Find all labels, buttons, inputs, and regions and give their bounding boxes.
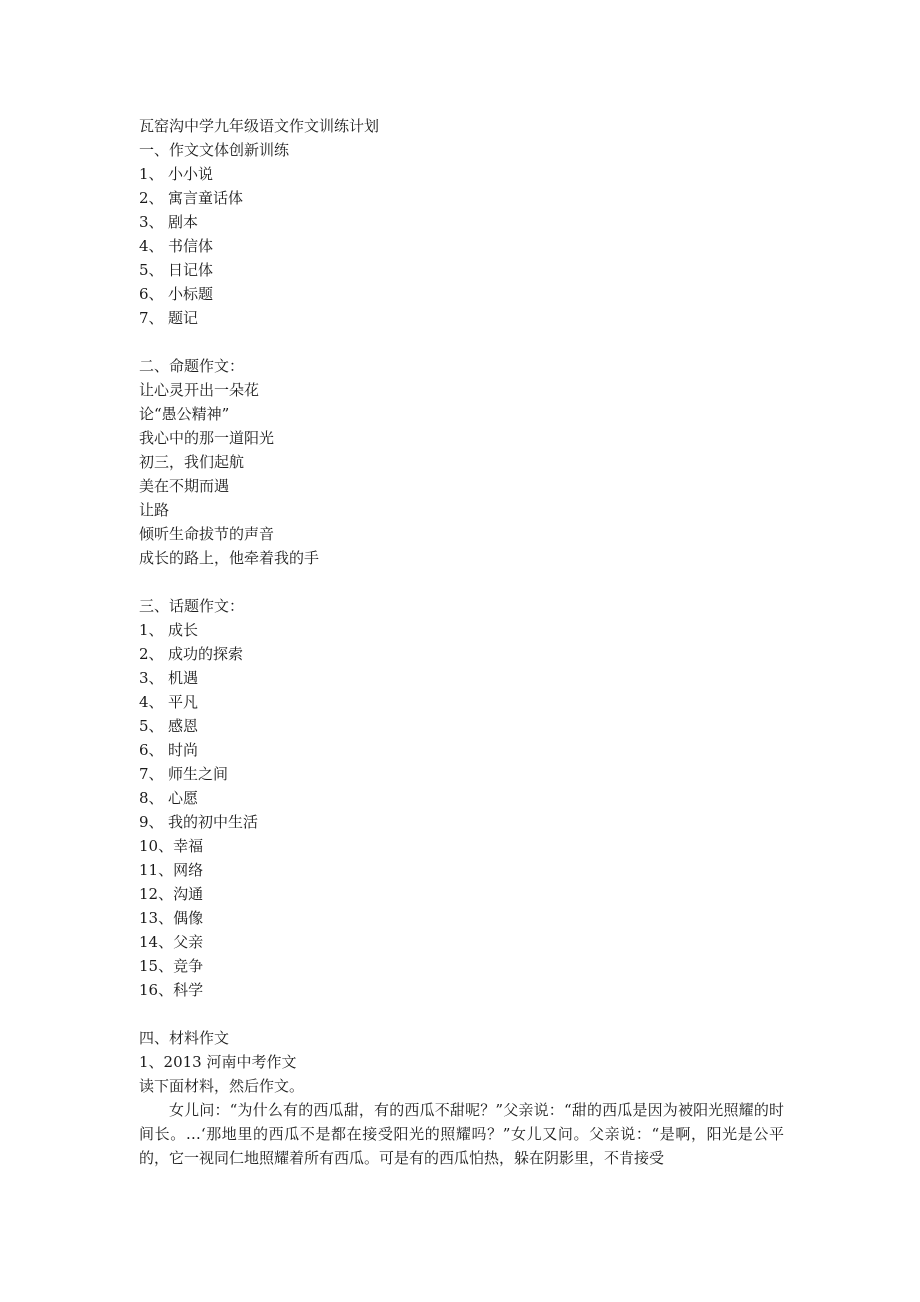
list-item: 1、 成长 (139, 621, 199, 639)
section-1-heading: 一、作文文体创新训练 (139, 141, 290, 159)
list-item: 11、网络 (139, 861, 204, 879)
list-item: 16、科学 (139, 981, 204, 999)
list-item: 13、偶像 (139, 909, 204, 927)
section-2-heading: 二、命题作文： (139, 357, 245, 375)
list-item: 7、 题记 (139, 309, 199, 327)
list-item: 14、父亲 (139, 933, 204, 951)
document-title: 瓦窑沟中学九年级语文作文训练计划 (139, 117, 380, 135)
list-item: 让心灵开出一朵花 (139, 381, 260, 399)
material-paragraph: 女儿问：“为什么有的西瓜甜，有的西瓜不甜呢？”父亲说：“甜的西瓜是因为被阳光照耀的时间长。…‘那地里的西瓜不是都在接受阳光的照耀吗？”女儿又问。父亲说：“是啊，阳光是公平的，它一视同仁地照耀着所有西瓜。可是有的西瓜怕热，躲在阴影里，不肯接受 (139, 1101, 784, 1167)
section-4-heading: 四、材料作文 (139, 1029, 230, 1047)
list-item: 7、 师生之间 (139, 765, 229, 783)
list-item: 成长的路上，他牵着我的手 (139, 549, 320, 567)
section-4-instruction: 读下面材料，然后作文。 (139, 1077, 305, 1095)
list-item: 4、 平凡 (139, 693, 199, 711)
list-item: 15、竞争 (139, 957, 204, 975)
list-item: 12、沟通 (139, 885, 204, 903)
list-item: 4、 书信体 (139, 237, 214, 255)
section-3-heading: 三、话题作文： (139, 597, 245, 615)
list-item: 让路 (139, 501, 170, 519)
list-item: 1、 小小说 (139, 165, 214, 183)
list-item: 10、幸福 (139, 837, 204, 855)
list-item: 3、 机遇 (139, 669, 199, 687)
list-item: 5、 感恩 (139, 717, 199, 735)
list-item: 我心中的那一道阳光 (139, 429, 275, 447)
list-item: 美在不期而遇 (139, 477, 230, 495)
list-item: 2、 寓言童话体 (139, 189, 244, 207)
list-item: 8、 心愿 (139, 789, 199, 807)
list-item: 倾听生命拔节的声音 (139, 525, 275, 543)
list-item: 初三，我们起航 (139, 453, 245, 471)
list-item: 6、 时尚 (139, 741, 199, 759)
list-item: 9、 我的初中生活 (139, 813, 259, 831)
list-item: 论“愚公精神” (139, 405, 230, 423)
list-item: 2、 成功的探索 (139, 645, 244, 663)
list-item: 6、 小标题 (139, 285, 214, 303)
list-item: 3、 剧本 (139, 213, 199, 231)
list-item: 5、 日记体 (139, 261, 214, 279)
section-4-subheading: 1、2013 河南中考作文 (139, 1053, 297, 1071)
